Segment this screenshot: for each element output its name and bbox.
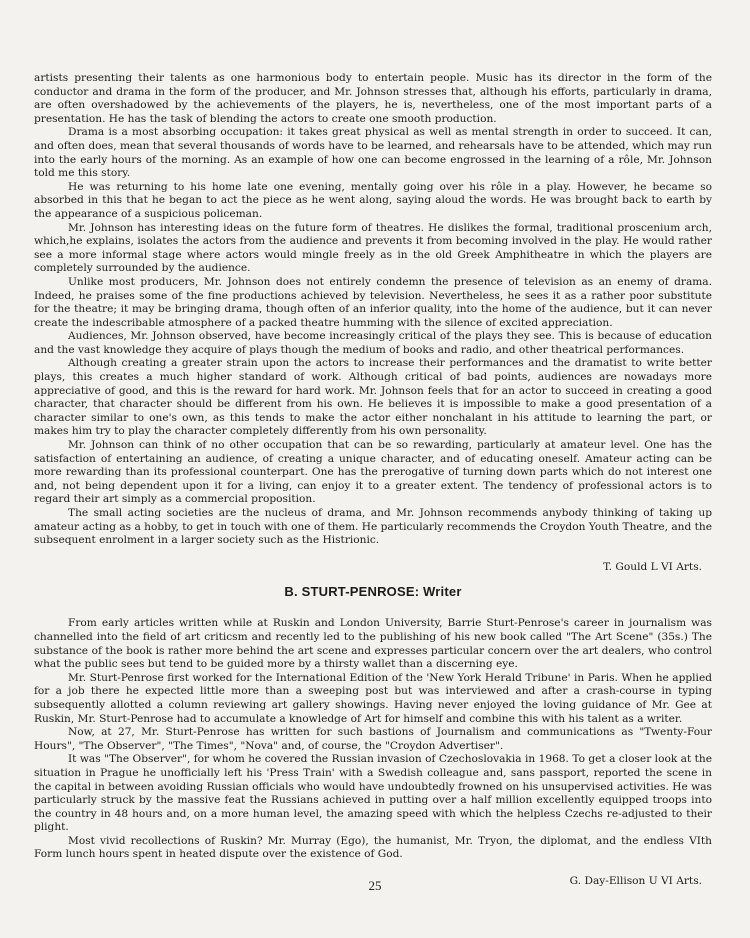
paragraph: Mr. Johnson has interesting ideas on the future form of theatres. He dislikes the formal, traditional proscenium arch, which,he explains, isolates the actors from the audience and prevents it from becoming involved in the play. He would rather see a more informal stage where actors would mingle freely as in the old Greek Amphitheatre in which the players are completely surrounded by the audience. — [34, 221, 712, 275]
paragraph: From early articles written while at Ruskin and London University, Barrie Sturt-Penrose's career in journalism was channelled into the field of art criticsm and recently led to the publishing of his new book called "The Art Scene" (35s.) The substance of the book is rather more behind the art scene and expresses particular concern over the art dealers, who control what the public sees but tend to be guided more by a thirsty wallet than a discerning eye. — [34, 617, 712, 671]
paragraph: Drama is a most absorbing occupation: it takes great physical as well as mental strength in order to succeed. It can, and often does, mean that several thousands of words have to be learned, and rehearsals have to be attended, which may run into the early hours of the morning. As an example of how one can become engrossed in the learning of a rôle, Mr. Johnson told me this story. — [34, 126, 712, 180]
paragraph: Although creating a greater strain upon the actors to increase their performances and the dramatist to write better plays, this creates a much higher standard of work. Although critical of bad points, audiences are nowadays more appreciative of good, and this is the reward for hard work. Mr. Johnson feels that for an actor to succeed in creating a good character, that character should be different from his own. He believes it is impossible to make a good presentation of a character similar to one's own, as this tends to make the actor either nonchalant in his attitude to learning the part, or makes him try to play the character completely differently from his own personality. — [34, 357, 712, 438]
paragraph: He was returning to his home late one evening, mentally going over his rôle in a play. However, he became so absorbed in this that he began to act the piece as he went along, saying aloud the words. He was brought back to earth by the appearance of a suspicious policeman. — [34, 180, 712, 220]
article-sturt-penrose — [34, 584, 712, 888]
paragraph: Now, at 27, Mr. Sturt-Penrose has written for such bastions of Journalism and communications as "Twenty-Four Hours", "The Observer", "The Times", "Nova" and, of course, the "Croydon Advertiser". — [34, 726, 712, 752]
paragraph: Mr. Johnson can think of no other occupation that can be so rewarding, particularly at amateur level. One has the satisfaction of entertaining an audience, of creating a unique character, and of educating oneself. Amateur acting can be more rewarding than its professional counterpart. One has the prerogative of turning down parts which do not interest one and, not being dependent upon it for a living, can enjoy it to a greater extent. The tendency of professional actors is to regard their art simply as a commercial proposition. — [34, 439, 712, 506]
article-johnson — [34, 72, 712, 574]
paragraph: Unlike most producers, Mr. Johnson does not entirely condemn the presence of television as an enemy of drama. Indeed, he praises some of the fine productions achieved by television. Nevertheless, he sees it as a rather poor substitute for the theatre; it may be bringing drama, though often of an inferior quality, into the home of the audience, but it can never create the indescribable atmosphere of a packed theatre humming with the silence of excited appreciation. — [34, 275, 712, 329]
paragraph: The small acting societies are the nucleus of drama, and Mr. Johnson recommends anybody thinking of taking up amateur acting as a hobby, to get in touch with one of them. He particularly recommends the Croydon Youth Theatre, and the subsequent enrolment in a larger society such as the Histrionic. — [34, 507, 712, 547]
paragraph: Most vivid recollections of Ruskin? Mr. Murray (Ego), the humanist, Mr. Tryon, the diplomat, and the endless VIth Form lunch hours spent in heated dispute over the existence of God. — [34, 834, 712, 861]
page-number: 25 — [368, 878, 382, 893]
author-signature: T. Gould L VI Arts. — [603, 560, 702, 573]
page-content — [34, 72, 712, 899]
paragraph: Audiences, Mr. Johnson observed, have become increasingly critical of the plays they see. This is because of education and the vast knowledge they acquire of plays though the medium of books and radio, and other theatrical performances. — [34, 330, 712, 356]
paragraph: It was "The Observer", for whom he covered the Russian invasion of Czechoslovakia in 1968. To get a closer look at the situation in Prague he unofficially left his 'Press Train' with a Swedish colleague and, sans passport, reported the scene in the capital in between avoiding Russian officials who would have undoubtedly frowned on his unsupervised activities. He was particularly struck by the massive feat the Russians achieved in putting over a half million excellently equipped troops into the country in 48 hours and, on a more human level, the amazing speed with which the helpless Czechs re-adjusted to their plight. — [34, 753, 712, 834]
author-signature: G. Day-Ellison U VI Arts. — [569, 875, 702, 888]
paragraph: Mr. Sturt-Penrose first worked for the International Edition of the 'New York Herald Tribune' in Paris. When he applied for a job there he expected little more than a sweeping post but was interviewed and after a crash-course in typing subsequently allotted a column reviewing art gallery showings. Having never enjoyed the loving guidance of Mr. Gee at Ruskin, Mr. Sturt-Penrose had to accumulate a knowledge of Art for himself and combine this with his talent as a writer. — [34, 671, 712, 725]
paragraph: artists presenting their talents as one harmonious body to entertain people. Music has its director in the form of the conductor and drama in the form of the producer, and Mr. Johnson stresses that, although his efforts, particularly in drama, are often overshadowed by the achievements of the players, he is, nevertheless, one of the most important parts of a presentation. He has the task of blending the actors to create one smooth production. — [34, 72, 712, 125]
section-title: B. STURT-PENROSE: Writer — [284, 584, 462, 600]
